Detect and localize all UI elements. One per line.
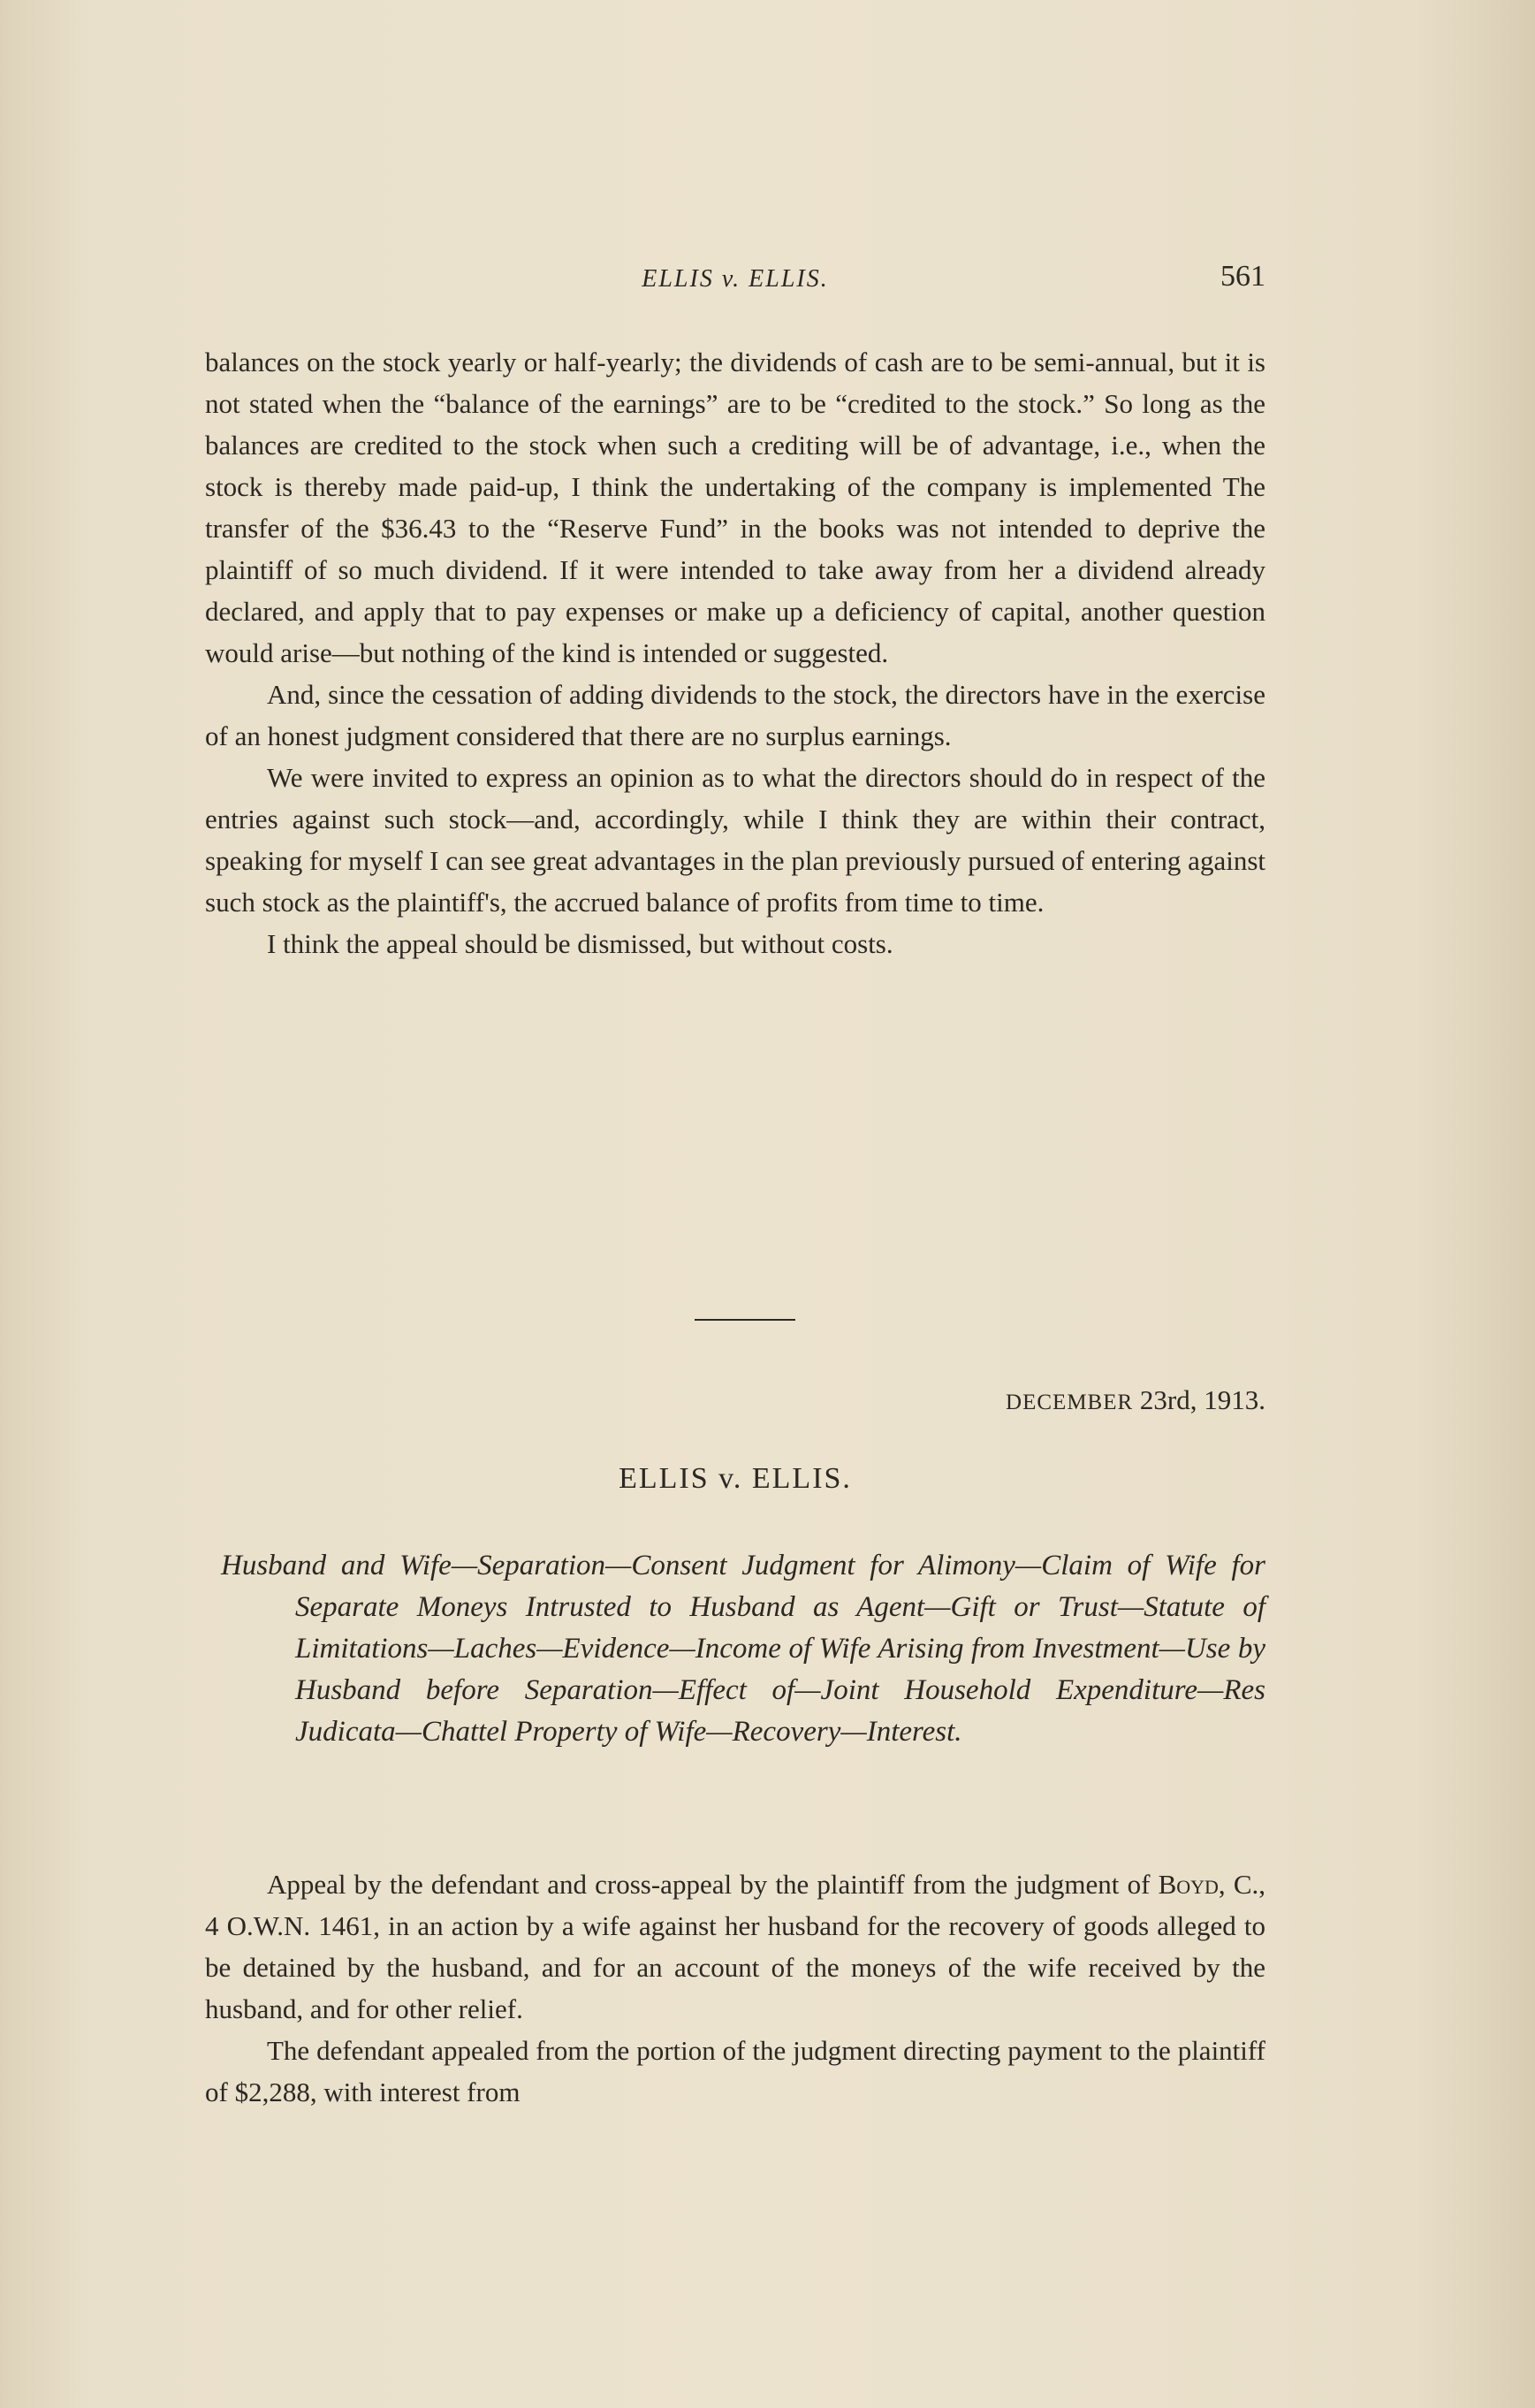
section-divider <box>695 1319 795 1321</box>
paragraph: And, since the cessation of adding dividends to the stock, the directors have in the exercise of an honest judgment considered that there are no surplus earnings. <box>205 679 1265 751</box>
opinion-text <box>205 341 1265 964</box>
running-title: ELLIS v. ELLIS. <box>642 265 829 293</box>
paragraph: I think the appeal should be dismissed, but without costs. <box>267 928 893 959</box>
paragraph: balances on the stock yearly or half-yearly; the dividends of cash are to be semi-annual, but it is not stated when the “balance of the earnings” are to be “credited to the stock.” So long as the balances are credited to the stock when such a crediting will be of advantage, i.e., when the stock is thereby made paid-up, I think the undertaking of the company is implemented The transfer of the $36.43 to the “Reserve Fund” in the books was not intended to deprive the plaintiff of so much dividend. If it were intended to take away from her a dividend already declared, and apply that to pay expenses or make up a deficiency of capital, another question would arise—but nothing of the kind is intended or suggested. <box>205 347 1265 668</box>
case-text <box>205 1863 1265 2113</box>
judge-name: Boyd <box>1158 1869 1219 1900</box>
paragraph: The defendant appealed from the portion of the judgment directing payment to the plaintiff of $2,288, with interest from <box>205 2035 1265 2107</box>
paragraph: We were invited to express an opinion as to what the directors should do in respect of the entries against such stock—and, accordingly, while I think they are within their contract, speaking for myself I can see great advantages in the plan previously pursued of entering against such stock as the plaintiff's, the accrued balance of profits from time to time. <box>205 762 1265 918</box>
paragraph <box>205 1863 1265 2030</box>
page-number: 561 <box>1220 260 1265 293</box>
case-title: ELLIS v. ELLIS. <box>619 1462 852 1495</box>
decision-date <box>205 1384 1265 1416</box>
date-day-year: 23rd, 1913. <box>1139 1384 1265 1415</box>
headnote: Husband and Wife—Separation—Consent Judgment for Alimony—Claim of Wife for Separate Moneys Intrusted to Husband as Agent—Gift or Trust—Statute of Limitations—Laches—Evidence—Income of Wife Arising from Investment—Use by Husband before Separation—Effect of—Joint Household Expenditure—Res Judicata—Chattel Property of Wife—Recovery—Interest. <box>221 1550 1265 1748</box>
date-month: DECEMBER <box>1006 1391 1134 1414</box>
text-span: , C., 4 O.W.N. 1461, in an action by a wife against her husband for the recovery of goods alleged to be detained by the husband, and for an account of the moneys of the wife received by the husband, and for other relief. <box>205 1869 1266 2024</box>
text-span: Appeal by the defendant and cross-appeal by the plaintiff from the judgment of <box>267 1869 1151 1900</box>
page-header <box>205 260 1265 306</box>
